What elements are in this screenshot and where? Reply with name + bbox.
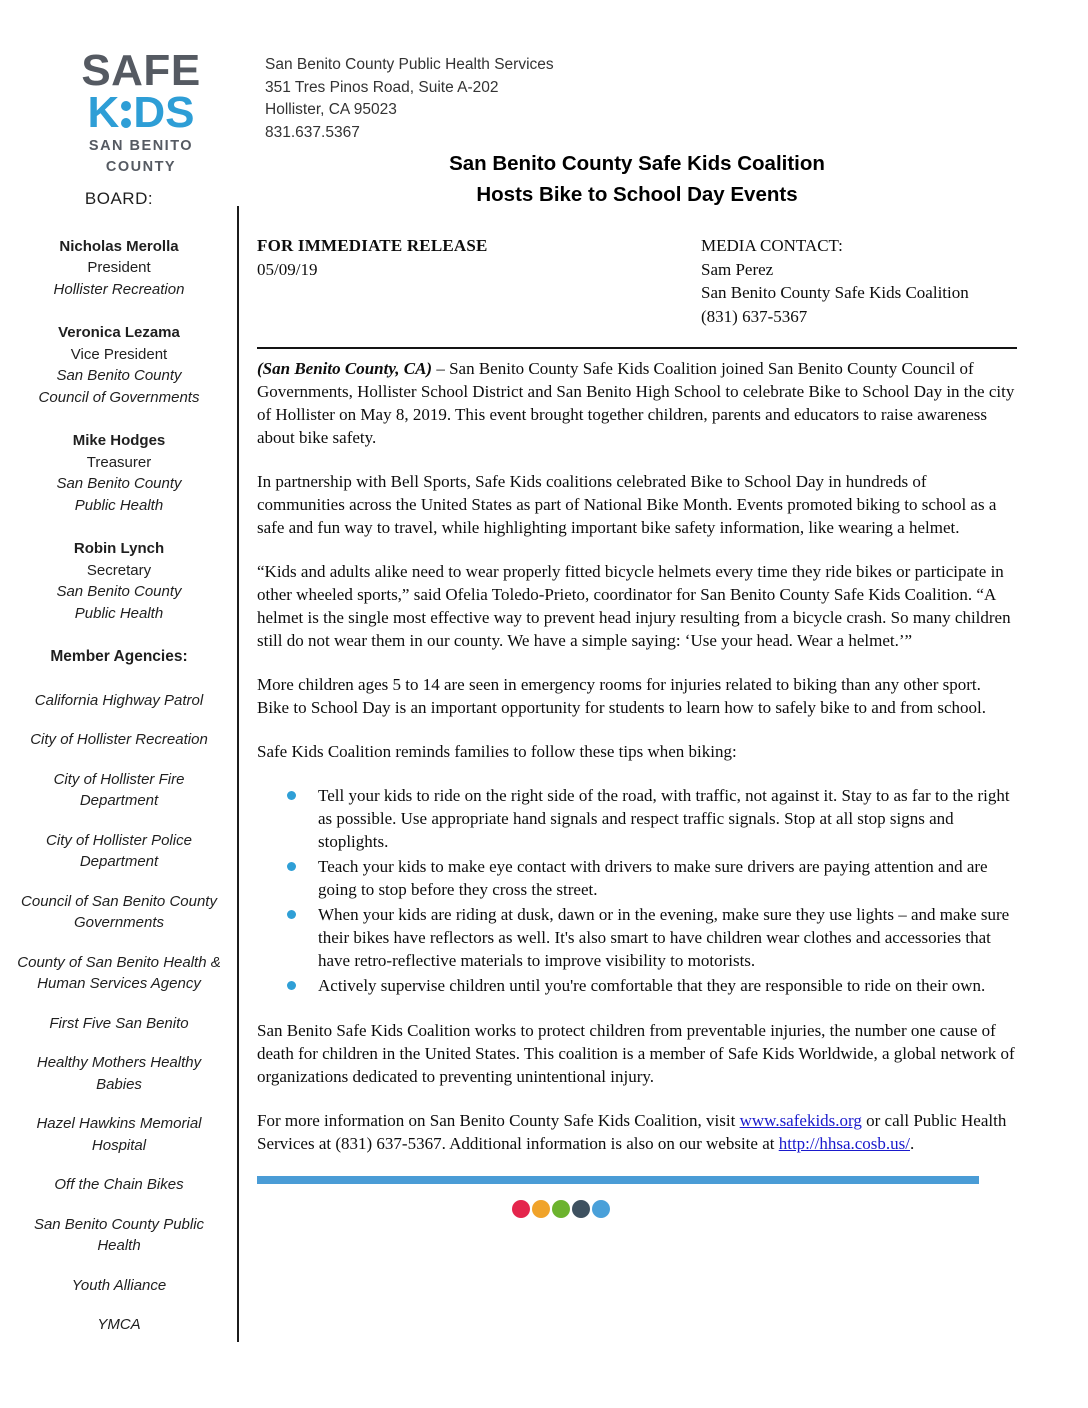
member-name: Nicholas Merolla xyxy=(59,237,179,255)
board-member xyxy=(10,236,228,301)
paragraph-partnership: In partnership with Bell Sports, Safe Kids coalitions celebrated Bike to School Day in hundreds of communities across the United States as part of National Bike Month. Events promoted biking to school as a safe and fun way to travel, while highlighting important bike safety information, like wearing a helmet. xyxy=(257,472,997,537)
member-role: Treasurer xyxy=(86,453,152,471)
logo-letter-k: K xyxy=(87,87,120,137)
paragraph-more-info xyxy=(257,1109,1017,1155)
logo-subtitle-line1: SAN BENITO xyxy=(88,137,194,154)
release-header xyxy=(257,234,1017,328)
paragraph-tips-intro: Safe Kids Coalition reminds families to follow these tips when biking: xyxy=(257,742,737,761)
footer-dots xyxy=(512,1200,1017,1218)
slate-dot-icon xyxy=(572,1200,590,1218)
board-header: BOARD: xyxy=(84,189,154,208)
logo-colon-dots-icon xyxy=(121,101,131,128)
letterhead-address xyxy=(265,54,554,144)
safekids-link[interactable]: www.safekids.org xyxy=(739,1111,862,1130)
more-info-text: . xyxy=(910,1134,915,1153)
page-title-line1: San Benito County Safe Kids Coalition xyxy=(449,152,825,175)
member-role: Vice President xyxy=(70,345,168,363)
member-agency: City of Hollister Recreation xyxy=(30,731,208,748)
member-agency: City of Hollister Police Department xyxy=(46,831,192,870)
media-contact-block xyxy=(701,234,1017,328)
tip-item xyxy=(287,974,1017,997)
member-role: President xyxy=(87,259,151,276)
bullet-icon xyxy=(287,981,296,990)
page-title-line2: Hosts Bike to School Day Events xyxy=(476,183,798,206)
tip-text: Teach your kids to make eye contact with drivers to make sure drivers are paying attention and are going to stop before they cross the street. xyxy=(318,857,988,899)
contact-name: Sam Perez xyxy=(701,259,774,279)
logo-subtitle-line2: COUNTY xyxy=(105,158,177,175)
green-dot-icon xyxy=(552,1200,570,1218)
tip-item xyxy=(287,903,1017,972)
release-block xyxy=(257,234,701,328)
member-agency: City of Hollister Fire Department xyxy=(53,770,185,809)
member-agency: YMCA xyxy=(97,1316,141,1333)
member-name: Veronica Lezama xyxy=(58,324,180,341)
tip-text: When your kids are riding at dusk, dawn or in the evening, make sure they use lights – and make sure their bikes have reflectors as well. It's also smart to have children wear clothes and accessories that have retro-reflective materials to improve visibility to motorists. xyxy=(318,905,1010,970)
bullet-icon xyxy=(287,910,296,919)
red-dot-icon xyxy=(512,1200,530,1218)
orange-dot-icon xyxy=(532,1200,550,1218)
tip-item xyxy=(287,855,1017,901)
blue-dot-icon xyxy=(592,1200,610,1218)
member-agency: Healthy Mothers Healthy Babies xyxy=(36,1054,202,1093)
member-agency: Youth Alliance xyxy=(71,1276,167,1294)
dateline-lead: (San Benito County, CA) xyxy=(257,359,433,378)
member-agency: Off the Chain Bikes xyxy=(54,1176,184,1193)
member-role: Secretary xyxy=(86,561,152,579)
member-org: San Benito County Public Health xyxy=(56,475,182,514)
safe-kids-logo xyxy=(74,46,208,176)
member-org: San Benito County Public Health xyxy=(56,583,182,622)
letterhead-street: 351 Tres Pinos Road, Suite A-202 xyxy=(265,78,499,96)
bullet-icon xyxy=(287,862,296,871)
contact-org: San Benito County Safe Kids Coalition xyxy=(701,283,969,302)
tip-text: Actively supervise children until you're comfortable that they are responsible to ride on their own. xyxy=(318,976,986,995)
member-org: San Benito County Council of Governments xyxy=(38,367,200,406)
paragraph-quote: “Kids and adults alike need to wear properly fitted bicycle helmets every time they ride bikes or participate in other wheeled sports,” said Ofelia Toledo-Prieto, coordinator for San Benito County Safe Kids Coalition. “A helmet is the single most effective way to prevent head injury resulting from a bicycle crash. So many children still do not wear them in our county. We have a simple saying: ‘Use your head. Wear a helmet.’” xyxy=(257,562,1011,650)
member-agency: Council of San Benito County Governments xyxy=(21,892,217,931)
member-agency: San Benito County Public Health xyxy=(33,1215,205,1254)
release-date: 05/09/19 xyxy=(257,259,318,279)
letterhead-phone: 831.637.5367 xyxy=(265,123,360,141)
dateline-text: – San Benito County Safe Kids Coalition joined San Benito County Council of Governments, Hollister School District and San Benito High School to celebrate Bike to School Day in the city of Hollister on May 8, 2019. This event brought together children, parents and educators to raise awareness about bike safety. xyxy=(257,359,1015,447)
letterhead-org: San Benito County Public Health Services xyxy=(265,56,554,73)
member-agency: California Highway Patrol xyxy=(34,691,204,709)
member-agency: County of San Benito Health & Human Services Agency xyxy=(17,953,221,992)
board-sidebar xyxy=(10,188,228,1354)
for-immediate-release-label: FOR IMMEDIATE RELEASE xyxy=(257,236,488,255)
paragraph-statistics: More children ages 5 to 14 are seen in emergency rooms for injuries related to biking than any other sport. Bike to School Day is an important opportunity for students to learn how to safely bike to and from school. xyxy=(257,675,986,717)
tips-list xyxy=(257,784,1017,997)
footer-accent-bar xyxy=(257,1176,979,1184)
sidebar-divider xyxy=(237,206,239,1342)
member-agency: First Five San Benito xyxy=(49,1014,189,1032)
tip-item xyxy=(287,784,1017,853)
media-contact-label: MEDIA CONTACT: xyxy=(701,236,843,255)
member-org: Hollister Recreation xyxy=(53,280,185,298)
member-agency: Hazel Hawkins Memorial Hospital xyxy=(36,1115,202,1154)
hhsa-link[interactable]: http://hhsa.cosb.us/ xyxy=(778,1134,910,1153)
logo-letters-ds: DS xyxy=(133,87,195,137)
member-agencies-header: Member Agencies: xyxy=(50,648,188,665)
contact-phone: (831) 637-5367 xyxy=(701,306,808,326)
press-release-body xyxy=(257,148,1017,1218)
bullet-icon xyxy=(287,791,296,800)
board-member xyxy=(10,538,228,624)
member-name: Mike Hodges xyxy=(72,432,166,449)
more-info-text: or call Public Health Services at (831) 637-5367. Additional information is also on our website at xyxy=(257,1111,1007,1153)
page-title xyxy=(257,148,1017,210)
paragraph-dateline xyxy=(257,357,1017,449)
logo-word-safe: SAFE xyxy=(81,46,201,95)
member-name: Robin Lynch xyxy=(73,540,165,557)
letterhead-city: Hollister, CA 95023 xyxy=(265,101,397,118)
horizontal-rule xyxy=(257,347,1017,349)
logo-word-kids xyxy=(74,87,208,137)
board-member xyxy=(10,322,228,408)
board-member xyxy=(10,430,228,516)
paragraph-about: San Benito Safe Kids Coalition works to protect children from preventable injuries, the number one cause of death for children in the United States. This coalition is a member of Safe Kids Worldwide, a global network of organizations dedicated to preventing unintentional injury. xyxy=(257,1021,1015,1086)
tip-text: Tell your kids to ride on the right side of the road, with traffic, not against it. Stay to as far to the right as possible. Use appropriate hand signals and respect traffic signals. Stop at all stop signs and stoplights. xyxy=(318,786,1010,851)
more-info-text: For more information on San Benito County Safe Kids Coalition, visit xyxy=(257,1111,740,1130)
